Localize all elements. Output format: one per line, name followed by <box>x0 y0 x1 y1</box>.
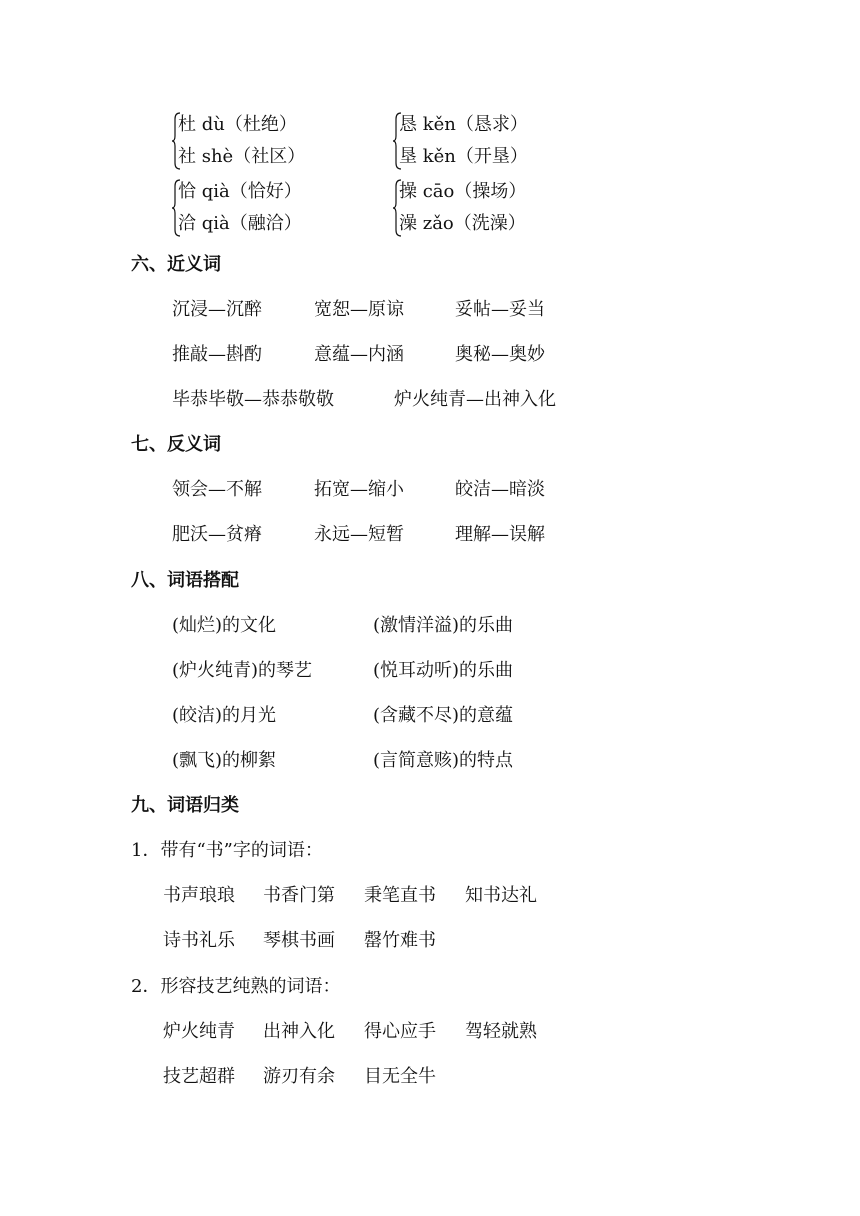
idiom: 书声琅琅 <box>163 885 235 906</box>
synonym-pair: 炉火纯青—出神入化 <box>394 389 556 410</box>
antonym-pair: 拓宽—缩小 <box>314 479 404 500</box>
section-heading-antonyms: 七、反义词 <box>131 434 221 455</box>
group-title: 1．带有“书”字的词语： <box>131 840 323 861</box>
synonym-pair: 推敲—斟酌 <box>172 344 262 365</box>
idiom: 得心应手 <box>364 1021 436 1042</box>
section-heading-synonyms: 六、近义词 <box>131 254 221 275</box>
polyphone-line: 恰 qià（恰好） <box>178 181 302 202</box>
antonym-pair: 永远—短暂 <box>314 524 404 545</box>
idiom: 罄竹难书 <box>364 930 436 951</box>
section-heading-collocations: 八、词语搭配 <box>131 570 239 591</box>
polyphone-line: 杜 dù（杜绝） <box>178 114 297 135</box>
idiom: 诗书礼乐 <box>163 930 235 951</box>
idiom: 出神入化 <box>263 1021 335 1042</box>
collocation: (含藏不尽)的意蕴 <box>373 705 514 726</box>
polyphone-line: 社 shè（社区） <box>178 146 306 167</box>
idiom: 秉笔直书 <box>364 885 436 906</box>
antonym-pair: 理解—误解 <box>455 524 545 545</box>
polyphone-line: 操 cāo（操场） <box>399 181 527 202</box>
synonym-pair: 意蕴—内涵 <box>314 344 404 365</box>
collocation: (悦耳动听)的乐曲 <box>373 660 514 681</box>
group-title: 2．形容技艺纯熟的词语： <box>131 976 341 997</box>
idiom: 驾轻就熟 <box>465 1021 537 1042</box>
collocation: (激情洋溢)的乐曲 <box>373 615 514 636</box>
polyphone-line: 垦 kěn（开垦） <box>399 146 528 167</box>
synonym-pair: 宽恕—原谅 <box>314 299 404 320</box>
antonym-pair: 领会—不解 <box>172 479 262 500</box>
collocation: (言简意赅)的特点 <box>373 750 514 771</box>
collocation: (炉火纯青)的琴艺 <box>172 660 313 681</box>
idiom: 目无全牛 <box>364 1066 436 1087</box>
collocation: (灿烂)的文化 <box>172 615 277 636</box>
idiom: 知书达礼 <box>465 885 537 906</box>
polyphone-line: 洽 qià（融洽） <box>178 213 302 234</box>
synonym-pair: 毕恭毕敬—恭恭敬敬 <box>172 389 334 410</box>
idiom: 炉火纯青 <box>163 1021 235 1042</box>
synonym-pair: 沉浸—沉醉 <box>172 299 262 320</box>
synonym-pair: 妥帖—妥当 <box>455 299 545 320</box>
idiom: 琴棋书画 <box>263 930 335 951</box>
idiom: 游刃有余 <box>263 1066 335 1087</box>
collocation: (飘飞)的柳絮 <box>172 750 277 771</box>
antonym-pair: 肥沃—贫瘠 <box>172 524 262 545</box>
synonym-pair: 奥秘—奥妙 <box>455 344 545 365</box>
collocation: (皎洁)的月光 <box>172 705 277 726</box>
idiom: 书香门第 <box>263 885 335 906</box>
antonym-pair: 皎洁—暗淡 <box>455 479 545 500</box>
polyphone-line: 澡 zǎo（洗澡） <box>399 213 526 234</box>
idiom: 技艺超群 <box>163 1066 235 1087</box>
polyphone-line: 恳 kěn（恳求） <box>399 114 528 135</box>
section-heading-classification: 九、词语归类 <box>131 795 239 816</box>
